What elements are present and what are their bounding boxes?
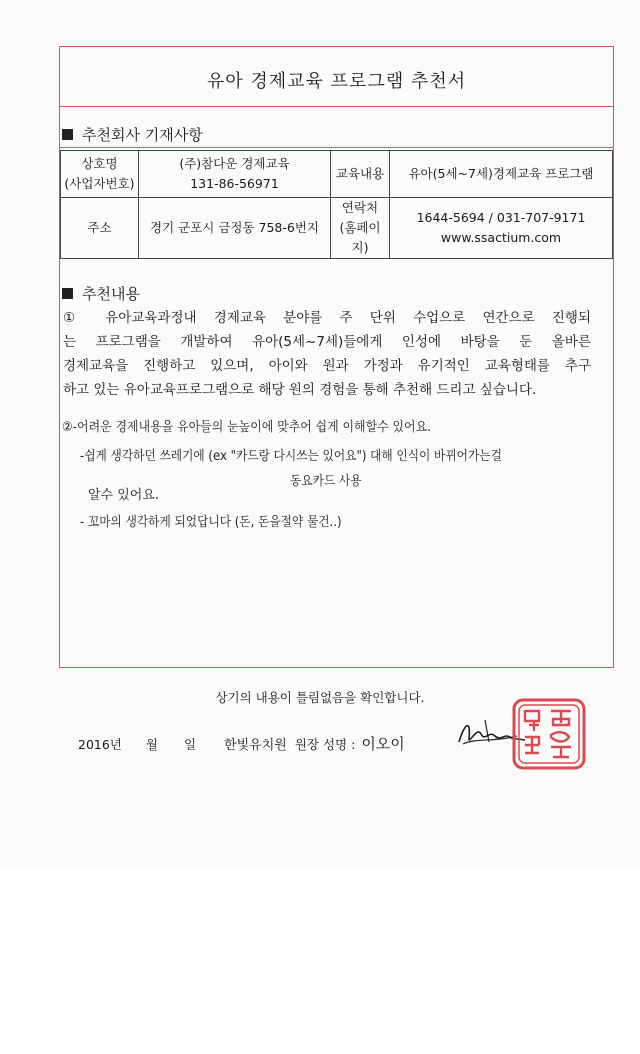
section-heading-company	[62, 124, 203, 145]
label-contact: 연락처 (홈페이지)	[331, 198, 390, 259]
value-company-name: (주)참다운 경제교육 131-86-56971	[139, 151, 331, 198]
square-bullet-icon	[62, 288, 73, 299]
director-label: 원장 성명 :	[294, 736, 356, 752]
table-row	[61, 151, 613, 198]
value-education: 유아(5세~7세)경제교육 프로그램	[390, 151, 613, 198]
date-day: 일	[183, 736, 197, 752]
paragraph-line: 경제교육을 진행하고 있으며, 아이와 원과 가정과 유기적인 교육형태를 추구	[63, 358, 591, 374]
handwritten-line: 알수 있어요.	[88, 488, 160, 503]
section-heading-recommendation	[62, 283, 140, 304]
signature-row	[78, 733, 405, 754]
paragraph-line: 는 프로그램을 개발하여 유아(5세~7세)들에게 인성에 바탕을 둔 올바른	[63, 334, 591, 350]
document-title: 유아 경제교육 프로그램 추천서	[206, 71, 467, 92]
label-education: 교육내용	[331, 151, 390, 198]
handwritten-line: 동요카드 사용	[290, 474, 362, 489]
label-address: 주소	[61, 198, 139, 259]
handwritten-line: -쉽게 생각하던 쓰레기에 (ex "카드랑 다시쓰는 있어요") 대해 인식이 바뀌어가는걸	[80, 449, 502, 464]
date-month: 월	[145, 736, 158, 752]
director-name: 이오이	[361, 735, 405, 753]
title-divider	[60, 106, 613, 107]
company-info-table	[60, 150, 613, 259]
square-bullet-icon	[62, 129, 73, 140]
table-row	[61, 198, 613, 259]
value-address: 경기 군포시 금정동 758-6번지	[139, 198, 331, 259]
section-divider	[60, 147, 613, 148]
section-heading-company-text: 추천회사 기재사항	[82, 126, 203, 144]
handwritten-line: - 꼬마의 생각하게 되었답니다 (돈, 돈을절약 물건..)	[80, 515, 342, 530]
institution-name: 한빛유치원	[224, 738, 287, 753]
date-year: 2016년	[78, 736, 122, 752]
label-company-name: 상호명 (사업자번호)	[61, 151, 139, 198]
recommendation-paragraph	[63, 306, 591, 402]
paragraph-line: 하고 있는 유아교육프로그램으로 해당 원의 경험을 통해 추천해 드리고 싶습니다.	[63, 382, 537, 398]
paragraph-line: ① 유아교육과정내 경제교육 분야를 주 단위 수업으로 연간으로 진행되	[63, 310, 591, 326]
confirmation-text: 상기의 내용이 틀림없음을 확인합니다.	[215, 690, 425, 705]
handwritten-line: ②-어려운 경제내용을 유아들의 눈높이에 맞추어 쉽게 이해할수 있어요.	[62, 420, 431, 435]
stamp-seal-icon	[511, 697, 587, 771]
section-heading-recommendation-text: 추천내용	[82, 285, 140, 303]
value-contact: 1644-5694 / 031-707-9171 www.ssactium.com	[390, 198, 613, 259]
